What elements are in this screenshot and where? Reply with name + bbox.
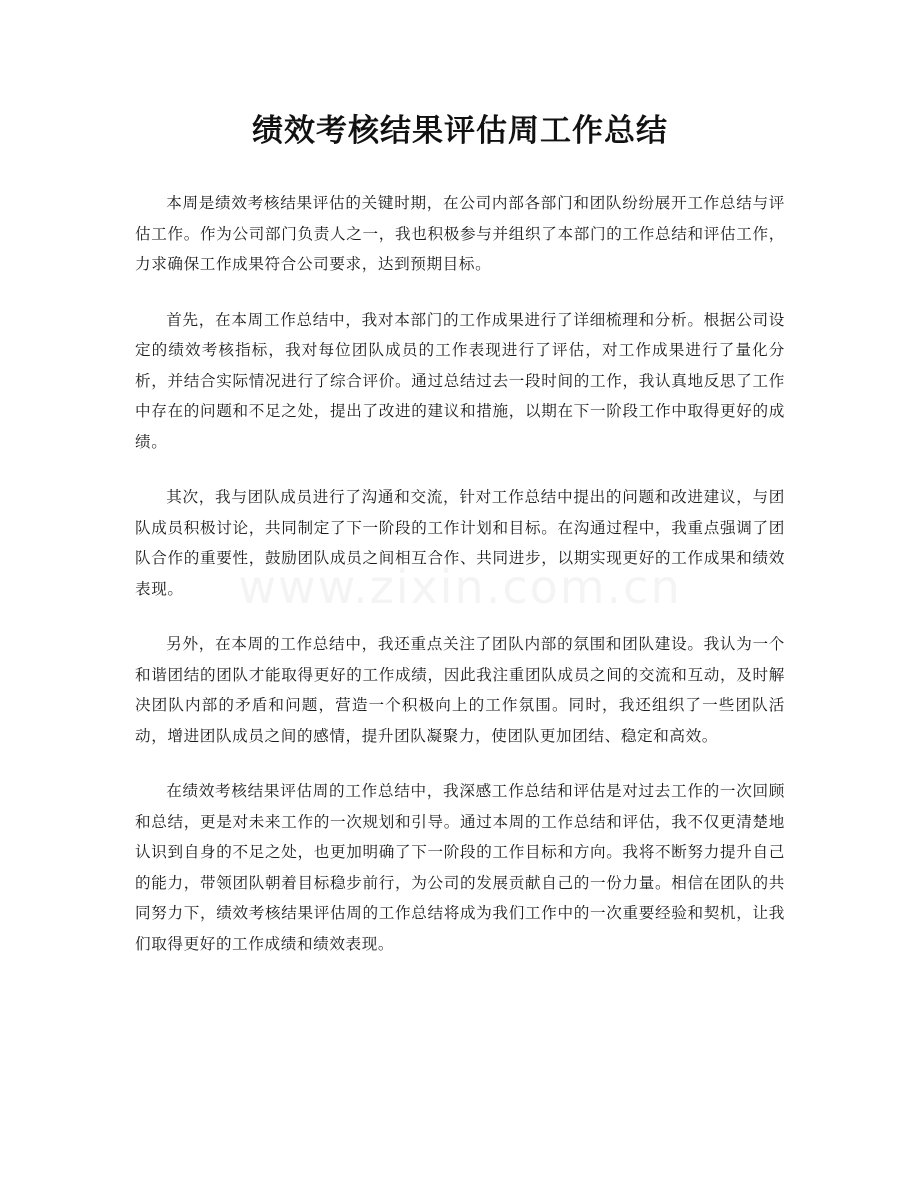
watermark: www.zixin.com.cn bbox=[238, 560, 682, 614]
paragraph-third: 另外，在本周的工作总结中，我还重点关注了团队内部的氛围和团队建设。我认为一个和谐团结的团队才能取得更好的工作成绩，因此我注重团队成员之间的交流和互动，及时解决团队内部的矛盾和问题，营造一个积极向上的工作氛围。同时，我还组织了一些团队活动，增进团队成员之间的感情，提升团队凝聚力，使团队更加团结、稳定和高效。 bbox=[135, 635, 785, 745]
paragraph-first: 首先，在本周工作总结中，我对本部门的工作成果进行了详细梳理和分析。根据公司设定的绩效考核指标，我对每位团队成员的工作表现进行了评估，对工作成果进行了量化分析，并结合实际情况进行了综合评价。通过总结过去一段时间的工作，我认真地反思了工作中存在的问题和不足之处，提出了改进的建议和措施，以期在下一阶段工作中取得更好的成绩。 bbox=[135, 310, 785, 451]
paragraph-intro: 本周是绩效考核结果评估的关键时期，在公司内部各部门和团队纷纷展开工作总结与评估工作。作为公司部门负责人之一，我也积极参与并组织了本部门的工作总结和评估工作，力求确保工作成果符合公司要求，达到预期目标。 bbox=[135, 194, 785, 273]
document-title: 绩效考核结果评估周工作总结 bbox=[252, 113, 668, 149]
paragraph-second: 其次，我与团队成员进行了沟通和交流，针对工作总结中提出的问题和改进建议，与团队成员积极讨论，共同制定了下一阶段的工作计划和目标。在沟通过程中，我重点强调了团队合作的重要性，鼓励团队成员之间相互合作、共同进步，以期实现更好的工作成果和绩效表现。 bbox=[135, 488, 785, 598]
paragraph-conclusion: 在绩效考核结果评估周的工作总结中，我深感工作总结和评估是对过去工作的一次回顾和总结，更是对未来工作的一次规划和引导。通过本周的工作总结和评估，我不仅更清楚地认识到自身的不足之处，也更加明确了下一阶段的工作目标和方向。我将不断努力提升自己的能力，带领团队朝着目标稳步前行，为公司的发展贡献自己的一份力量。相信在团队的共同努力下，绩效考核结果评估周的工作总结将成为我们工作中的一次重要经验和契机，让我们取得更好的工作成绩和绩效表现。 bbox=[135, 782, 785, 953]
